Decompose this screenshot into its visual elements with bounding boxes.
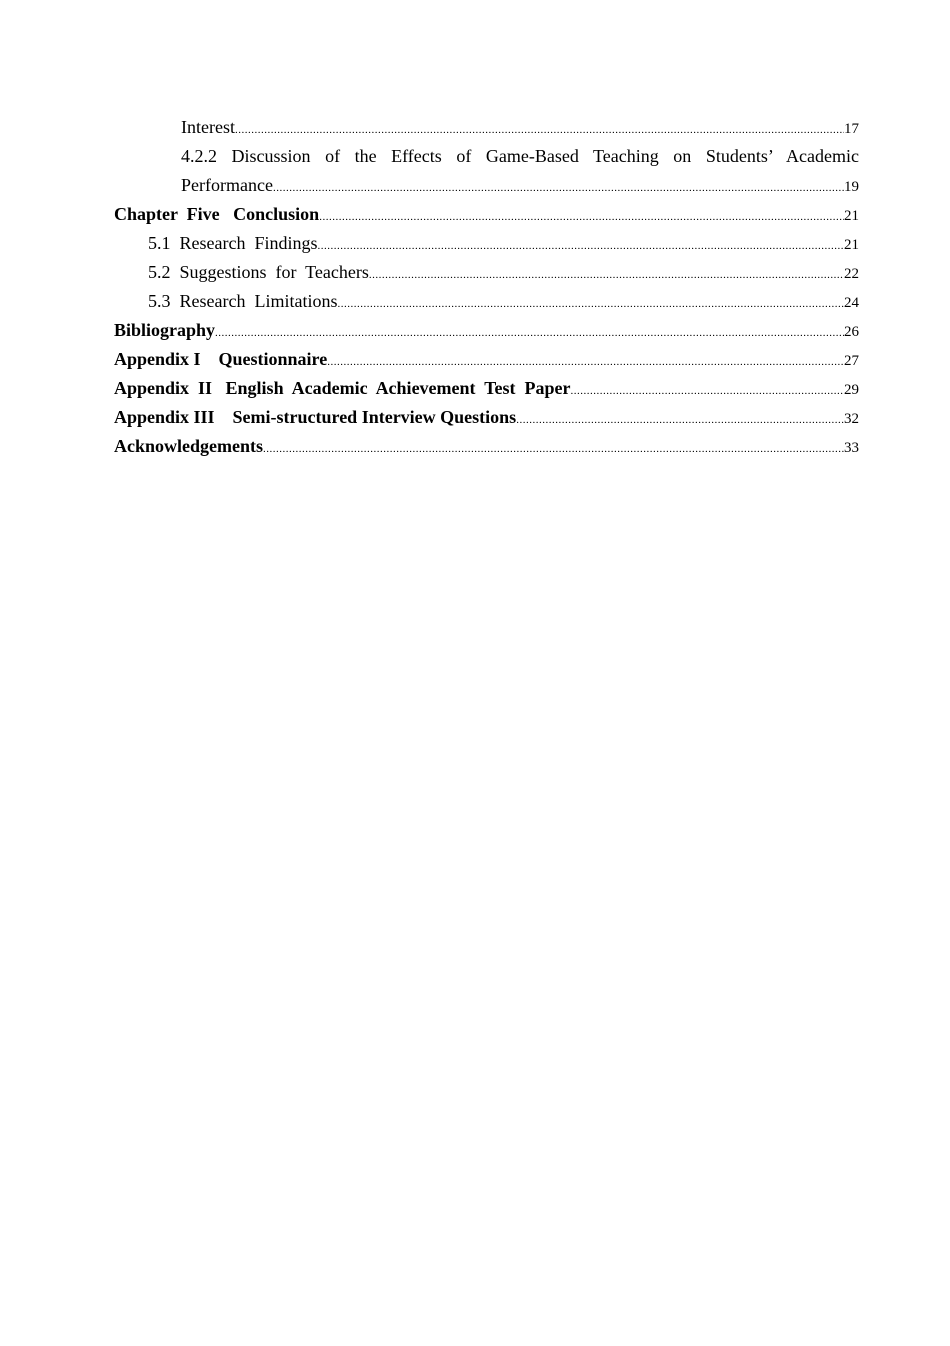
toc-entry-5-2[interactable] — [114, 258, 859, 287]
toc-entry-label: Chapter Five Conclusion — [114, 204, 320, 224]
toc-entry-label: Bibliography — [114, 320, 216, 340]
toc-entry-label: Performance — [181, 175, 273, 195]
toc-entry-label: Appendix II English Academic Achievement Test Paper — [114, 378, 571, 398]
table-of-contents — [114, 113, 859, 461]
toc-entry-chapter-five[interactable] — [114, 200, 859, 229]
toc-entry-4-2-2-line1[interactable]: 4.2.2 Discussion of the Effects of Game-Based Teaching on Students’ Academic — [181, 146, 859, 166]
toc-page-number: 32 — [844, 411, 859, 427]
dot-leader — [369, 261, 844, 290]
toc-entry-label: 5.3 Research Limitations — [148, 291, 338, 311]
toc-entry-appendix-2[interactable] — [114, 374, 859, 403]
toc-entry-4-2-1-continued[interactable] — [114, 113, 859, 142]
dot-leader — [263, 435, 844, 464]
dot-leader — [235, 116, 844, 145]
toc-entry-label: Acknowledgements — [114, 436, 263, 456]
toc-entry-label: Appendix I Questionnaire — [114, 349, 328, 369]
toc-entry-label: Interest — [181, 117, 235, 137]
toc-page-number: 27 — [844, 353, 859, 369]
dot-leader — [327, 348, 844, 377]
toc-entry-appendix-1[interactable] — [114, 345, 859, 374]
toc-entry-label: 5.1 Research Findings — [148, 233, 318, 253]
dot-leader — [516, 406, 844, 435]
toc-page-number: 29 — [844, 382, 859, 398]
dot-leader — [215, 319, 844, 348]
toc-page-number: 17 — [844, 121, 859, 137]
dot-leader — [571, 377, 844, 406]
toc-entry-5-1[interactable] — [114, 229, 859, 258]
toc-page-number: 19 — [844, 179, 859, 195]
toc-page-number: 33 — [844, 440, 859, 456]
toc-entry-appendix-3[interactable] — [114, 403, 859, 432]
toc-entry-label: Appendix III Semi-structured Interview Questions — [114, 407, 517, 427]
dot-leader — [273, 174, 844, 203]
toc-page-number: 21 — [844, 208, 859, 224]
toc-page-number: 24 — [844, 295, 859, 311]
toc-page-number: 21 — [844, 237, 859, 253]
toc-entry-label: 5.2 Suggestions for Teachers — [148, 262, 369, 282]
dot-leader — [319, 203, 844, 232]
toc-entry-4-2-2[interactable] — [114, 171, 859, 200]
toc-entry-acknowledgements[interactable] — [114, 432, 859, 461]
toc-page-number: 26 — [844, 324, 859, 340]
toc-entry-bibliography[interactable] — [114, 316, 859, 345]
dot-leader — [337, 290, 844, 319]
toc-page-number: 22 — [844, 266, 859, 282]
dot-leader — [317, 232, 844, 261]
toc-entry-5-3[interactable] — [114, 287, 859, 316]
